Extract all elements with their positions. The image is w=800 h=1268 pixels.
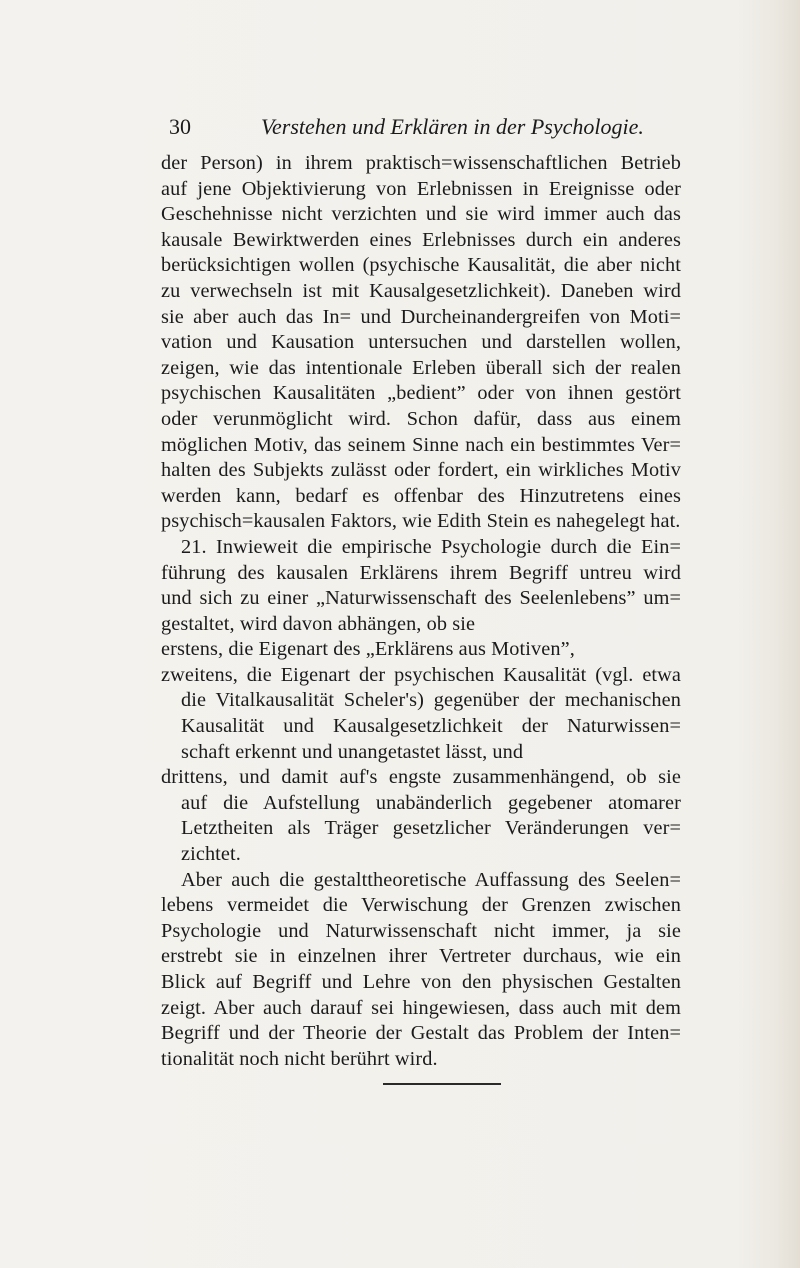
text-line: und sich zu einer „Naturwissenschaft des Seelenlebens” um= (161, 587, 681, 610)
text-line: Letztheiten als Träger gesetzlicher Veränderungen ver= (181, 817, 681, 840)
paragraph-start: Aber auch die gestalttheoretische Auffassung des Seelen= (181, 868, 681, 891)
text-line: vation und Kausation untersuchen und darstellen wollen, (161, 331, 681, 354)
text-line: gestaltet, wird davon abhängen, ob sie (161, 612, 476, 635)
text-line: kausale Bewirktwerden eines Erlebnisses durch ein anderes (161, 228, 681, 251)
text-line: lebens vermeidet die Verwischung der Grenzen zwischen (161, 894, 681, 917)
text-line: auf die Aufstellung unabänderlich gegebener atomarer (181, 791, 681, 814)
text-line: berücksichtigen wollen (psychische Kausalität, die aber nicht (161, 254, 681, 277)
text-line: Kausalität und Kausalgesetzlichkeit der Naturwissen= (181, 715, 681, 738)
end-rule (383, 1083, 501, 1085)
text-line: Blick auf Begriff und Lehre von den physischen Gestalten (161, 971, 681, 993)
text-line: erstrebt sie in einzelnen ihrer Vertreter durchaus, wie ein (161, 945, 681, 968)
text-line: zeigt. Aber auch darauf sei hingewiesen, dass auch mit dem (161, 996, 681, 1019)
text-line: zichtet. (181, 843, 241, 866)
running-title: Verstehen und Erklären in der Psychologie. (261, 114, 644, 139)
text-line: die Vitalkausalität Scheler's) gegenüber der mechanischen (181, 689, 681, 712)
text-line: Psychologie und Naturwissenschaft nicht immer, ja sie (161, 919, 681, 942)
text-line: halten des Subjekts zulässt oder fordert, ein wirkliches Motiv (161, 459, 681, 482)
list-item-first: erstens, die Eigenart des „Erklärens aus Motiven”, (161, 638, 575, 661)
text-line: tionalität noch nicht berührt wird. (161, 1047, 438, 1070)
body-text (161, 151, 681, 1072)
text-line: möglichen Motiv, das seinem Sinne nach ein bestimmtes Ver= (161, 433, 681, 456)
text-line: psychischen Kausalitäten „bedient” oder von ihnen gestört (161, 382, 681, 405)
text-line: der Person) in ihrem praktisch=wissenschaftlichen Betrieb (161, 152, 681, 174)
list-item-third: drittens, und damit auf's engste zusammenhängend, ob sie (161, 766, 681, 789)
text-line: schaft erkennt und unangetastet lässt, und (181, 740, 524, 763)
section-21-start: 21. Inwieweit die empirische Psychologie durch die Ein= (181, 535, 681, 558)
text-line: zeigen, wie das intentionale Erleben überall sich der realen (161, 356, 681, 379)
text-line: auf jene Objektivierung von Erlebnissen in Ereignisse oder (161, 177, 681, 200)
page-header (161, 108, 681, 148)
text-line: oder verunmöglicht wird. Schon dafür, dass aus einem (161, 407, 681, 430)
text-line: werden kann, bedarf es offenbar des Hinzutretens eines (161, 484, 681, 507)
text-line: führung des kausalen Erklärens ihrem Begriff untreu wird (161, 561, 681, 584)
list-item-second: zweitens, die Eigenart der psychischen Kausalität (vgl. etwa (161, 663, 681, 686)
text-line: Geschehnisse nicht verzichten und sie wird immer auch das (161, 203, 681, 226)
page-number: 30 (169, 114, 191, 139)
text-line: zu verwechseln ist mit Kausalgesetzlichkeit). Daneben wird (161, 279, 681, 302)
text-line: Begriff und der Theorie der Gestalt das Problem der Inten= (161, 1022, 681, 1045)
text-line: sie aber auch das In= und Durcheinandergreifen von Moti= (161, 305, 681, 328)
text-line: psychisch=kausalen Faktors, wie Edith Stein es nahegelegt hat. (161, 510, 681, 533)
